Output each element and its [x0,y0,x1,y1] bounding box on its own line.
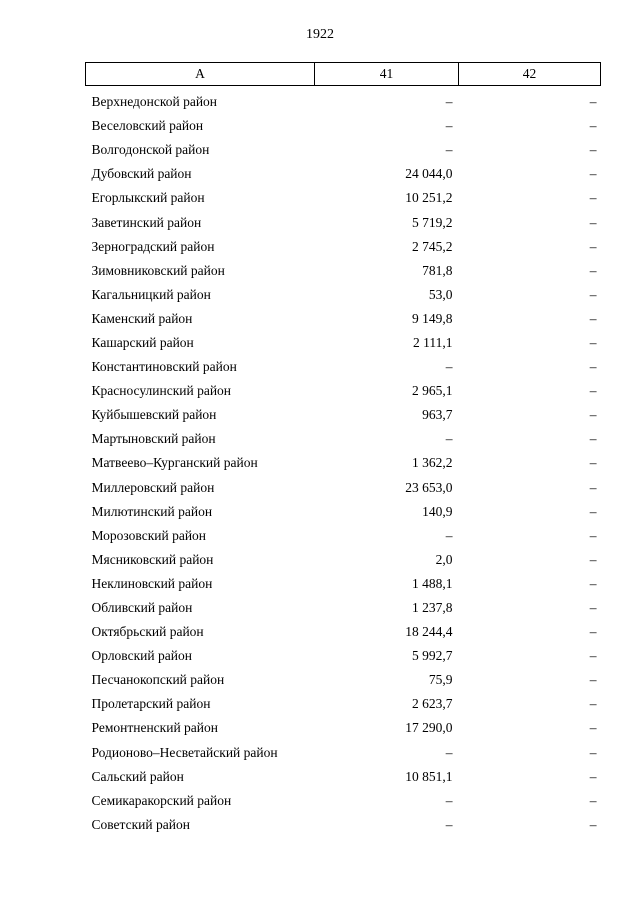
table-row [86,476,601,500]
value-42-cell: – [589,479,597,495]
district-name-cell: Куйбышевский район [91,407,217,423]
district-name-cell: Орловский район [91,648,192,664]
value-41-cell: – [445,359,453,375]
value-41-cell: 1 237,8 [412,600,453,616]
value-42-cell: – [589,720,597,736]
value-41-cell: – [445,816,453,832]
table-row [86,572,601,596]
value-41-cell: 963,7 [422,407,453,423]
value-41-cell: 2,0 [435,551,453,567]
table-row [86,235,601,259]
table-row [86,427,601,451]
table-row [86,331,601,355]
district-name-cell: Советский район [91,816,190,832]
district-name-cell: Октябрьский район [91,624,204,640]
district-name-cell: Неклиновский район [91,575,213,591]
district-name-cell: Каменский район [91,310,193,326]
value-41-cell: 2 965,1 [412,383,453,399]
value-42-cell: – [589,696,597,712]
table-row [86,114,601,138]
table-row [86,138,601,162]
value-41-cell: 17 290,0 [405,720,453,736]
district-name-cell: Семикаракорский район [91,792,232,808]
table-row [86,716,601,740]
column-header-42: 42 [459,63,601,86]
value-42-cell: – [589,262,597,278]
value-41-cell: 1 488,1 [412,575,453,591]
table-header [86,63,601,86]
page-number: 1922 [306,27,334,42]
table-row [86,741,601,765]
value-41-cell: 2 111,1 [413,334,453,350]
value-41-cell: 2 745,2 [412,238,453,254]
table-row [86,210,601,234]
value-42-cell: – [589,431,597,447]
value-42-cell: – [589,648,597,664]
value-41-cell: 140,9 [422,503,453,519]
table-row [86,813,601,837]
table-row [86,355,601,379]
table-row [86,162,601,186]
district-name-cell: Матвеево–Курганский район [91,455,258,471]
district-name-cell: Зерноградский район [91,238,215,254]
value-42-cell: – [589,118,597,134]
value-42-cell: – [589,455,597,471]
value-42-cell: – [589,286,597,302]
value-41-cell: – [445,431,453,447]
district-name-cell: Ремонтненский район [91,720,218,736]
value-42-cell: – [589,503,597,519]
value-41-cell: – [445,527,453,543]
district-name-cell: Константиновский район [91,359,237,375]
table-row [86,668,601,692]
table-row [86,692,601,716]
table-body [86,86,601,837]
value-42-cell: – [589,744,597,760]
table-row [86,548,601,572]
value-42-cell: – [589,334,597,350]
data-table [85,62,601,837]
value-41-cell: – [445,744,453,760]
value-41-cell: – [445,142,453,158]
value-42-cell: – [589,672,597,688]
district-name-cell: Зимовниковский район [91,262,225,278]
table-row [86,500,601,524]
district-name-cell: Красносулинский район [91,383,232,399]
district-name-cell: Родионово–Несветайский район [91,744,278,760]
value-42-cell: – [589,600,597,616]
table-row [86,403,601,427]
district-name-cell: Егорлыкский район [91,190,205,206]
value-41-cell: 9 149,8 [412,310,453,326]
header-row [86,63,601,86]
value-41-cell: 1 362,2 [412,455,453,471]
district-name-cell: Верхнедонской район [91,94,218,110]
table-row [86,789,601,813]
value-41-cell: 10 851,1 [405,768,453,784]
value-42-cell: – [589,142,597,158]
value-42-cell: – [589,527,597,543]
table-row [86,524,601,548]
value-41-cell: 5 992,7 [412,648,453,664]
district-name-cell: Мясниковский район [91,551,214,567]
value-41-cell: 53,0 [428,286,453,302]
value-41-cell: 75,9 [428,672,453,688]
district-name-cell: Песчанокопский район [91,672,225,688]
value-42-cell: – [589,575,597,591]
district-name-cell: Морозовский район [91,527,207,543]
value-42-cell: – [589,383,597,399]
value-42-cell: – [589,359,597,375]
value-42-cell: – [589,624,597,640]
table-row [86,186,601,210]
district-name-cell: Дубовский район [91,166,192,182]
table-row [86,620,601,644]
table-row [86,379,601,403]
district-name-cell: Милютинский район [91,503,213,519]
value-42-cell: – [589,407,597,423]
table-row [86,596,601,620]
value-42-cell: – [589,792,597,808]
district-name-cell: Сальский район [91,768,184,784]
value-42-cell: – [589,310,597,326]
value-42-cell: – [589,238,597,254]
table-row [86,451,601,475]
district-name-cell: Пролетарский район [91,696,211,712]
district-name-cell: Веселовский район [91,118,204,134]
value-42-cell: – [589,94,597,110]
table-row [86,644,601,668]
value-41-cell: 18 244,4 [405,624,453,640]
value-41-cell: 781,8 [422,262,453,278]
district-name-cell: Заветинский район [91,214,202,230]
district-name-cell: Обливский район [91,600,193,616]
value-41-cell: 10 251,2 [405,190,453,206]
value-42-cell: – [589,551,597,567]
district-name-cell: Кагальницкий район [91,286,211,302]
value-41-cell: 23 653,0 [405,479,453,495]
value-42-cell: – [589,816,597,832]
value-41-cell: 24 044,0 [405,166,453,182]
value-41-cell: – [445,792,453,808]
district-name-cell: Мартыновский район [91,431,216,447]
column-header-a: А [86,63,315,86]
value-42-cell: – [589,190,597,206]
table-row [86,259,601,283]
table-row [86,86,601,115]
column-header-41: 41 [315,63,459,86]
value-41-cell: 2 623,7 [412,696,453,712]
district-name-cell: Волгодонской район [91,142,210,158]
district-name-cell: Миллеровский район [91,479,215,495]
value-42-cell: – [589,214,597,230]
table-row [86,307,601,331]
district-name-cell: Кашарский район [91,334,194,350]
value-42-cell: – [589,166,597,182]
table-row [86,283,601,307]
value-41-cell: – [445,94,453,110]
value-41-cell: 5 719,2 [412,214,453,230]
value-42-cell: – [589,768,597,784]
table-row [86,765,601,789]
value-41-cell: – [445,118,453,134]
